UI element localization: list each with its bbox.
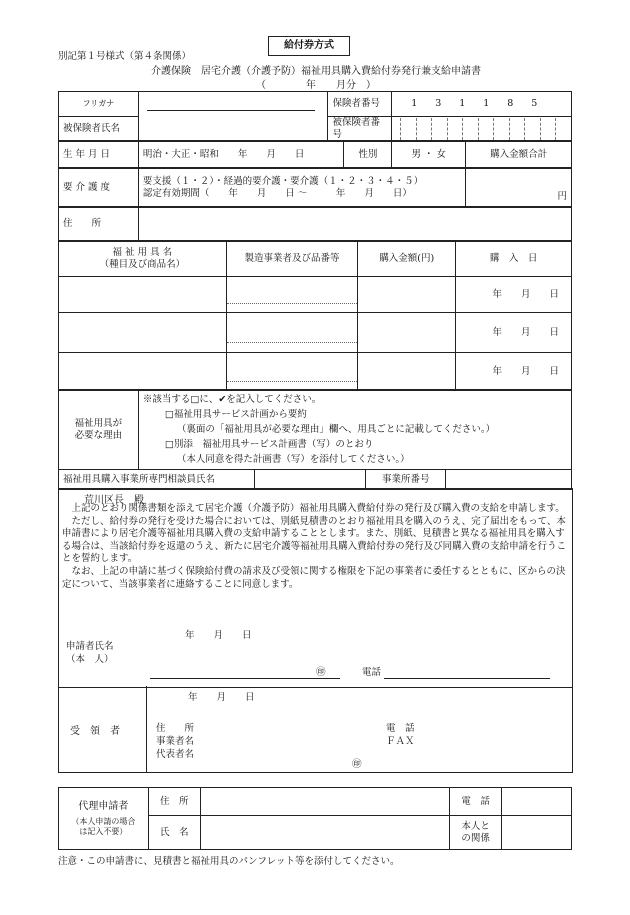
insured-no-label: 被保険者番号: [328, 117, 392, 142]
address-row: [58, 206, 572, 242]
declaration-text: [62, 503, 567, 591]
applicant-table: [58, 91, 572, 142]
declaration-p3: なお、上記の申請に基づく保険給付費の請求及び受領に関する権限を下記の事業者に委任するとともに、区からの決定について、当該事業者に連絡することに同意します。: [62, 565, 566, 590]
care-field[interactable]: [138, 168, 465, 208]
reason-field: [138, 390, 571, 470]
office-no-label: 事業所番号: [366, 470, 446, 490]
receiver-date: 年 月 日: [188, 692, 255, 703]
valid-period: 認定有効期間（ 年 月 日 〜 年 月 日）: [142, 187, 412, 199]
declaration-date: 年 月 日: [185, 630, 252, 641]
furigana-field[interactable]: [138, 92, 328, 117]
item-name-field[interactable]: [59, 353, 227, 391]
agent-address-field[interactable]: [200, 788, 449, 816]
item-date-field[interactable]: 年 月 日: [456, 313, 572, 353]
care-label: 要 介 護 度: [59, 168, 139, 208]
agent-phone-field[interactable]: [502, 788, 572, 816]
item-price-field[interactable]: [358, 353, 456, 391]
receiver-fields: [156, 722, 194, 761]
agent-label-cell: [59, 788, 149, 850]
items-col-date: 購 入 日: [456, 241, 572, 277]
care-levels: 要支援（１・２）・経過的要介護・要介護（１・２・３・４・５）: [142, 175, 424, 187]
form-title: 介護保険 居宅介護（介護予防）福祉用具購入費給付券発行兼支給申請書: [151, 66, 481, 77]
insured-no-field[interactable]: [392, 117, 572, 142]
footer-note: 注意・この申請書に、見積書と福祉用具のパンフレット等を添付してください。: [58, 856, 400, 867]
items-table: [58, 240, 572, 391]
item-price-field[interactable]: [358, 313, 456, 353]
agent-phone-label: 電 話: [450, 788, 502, 816]
care-row: [58, 167, 572, 208]
birth-label: 生 年 月 日: [59, 141, 139, 169]
reason-table: [58, 389, 572, 470]
consultant-label: 福祉用具購入事業所専門相談員氏名: [59, 470, 255, 490]
agent-name-label: 氏 名: [148, 816, 200, 850]
items-col-maker: 製造事業者及び品番等: [226, 241, 358, 277]
insurer-no-label: 保険者番号: [328, 92, 392, 117]
item-price-field[interactable]: [358, 277, 456, 313]
agent-note: （本人申請の場合 は記入不要）: [71, 816, 136, 836]
consultant-field[interactable]: [254, 470, 366, 490]
declaration-p1: 上記のとおり関係書類を添えて居宅介護（介護予防）福祉用具購入費給付券の発行及び購入費の支給を申請します。: [62, 503, 565, 514]
reason-option-attach-note: （本人同意を得た計画書（写）を添付してください。）: [176, 454, 410, 465]
item-maker-field[interactable]: [226, 277, 358, 313]
table-row: [59, 277, 572, 313]
birth-row: [58, 140, 572, 169]
birth-field[interactable]: 明治・大正・昭和 年 月 日: [138, 141, 344, 169]
receiver-seal-icon: ㊞: [352, 759, 362, 770]
receiver-label: 受 領 者: [70, 726, 120, 737]
agent-table: [58, 787, 572, 850]
agent-relation-field[interactable]: [502, 816, 572, 850]
applicant-label: 申請者氏名 （本 人）: [66, 641, 114, 665]
reason-label: 福祉用具が 必要な理由: [59, 390, 139, 470]
receiver-business-label: 事業者名: [156, 736, 195, 747]
address-label: 住 所: [59, 207, 139, 242]
sex-field[interactable]: 男 ・ 女: [392, 141, 466, 169]
table-row: [59, 353, 572, 391]
applicant-seal-icon: ㊞: [316, 667, 326, 678]
reason-option-plan-note: （裏面の「福祉用具が必要な理由」欄へ、用具ごとに記載してください。）: [176, 424, 496, 435]
items-col-price: 購入金額(円): [358, 241, 456, 277]
agent-address-label: 住 所: [148, 788, 200, 816]
consultant-row: [58, 469, 572, 490]
receiver-address-label: 住 所: [156, 723, 195, 734]
total-amount-field[interactable]: 円: [466, 168, 572, 208]
sex-label: 性別: [344, 141, 392, 169]
badge: 給付券方式: [268, 36, 350, 56]
reason-option-plan[interactable]: □福祉用具サービス計画から要約: [164, 409, 307, 420]
insurer-no-value: 1 3 1 1 8 5: [392, 92, 572, 117]
office-no-field[interactable]: [446, 470, 572, 490]
item-date-field[interactable]: 年 月 日: [456, 353, 572, 391]
table-row: [59, 313, 572, 353]
applicant-phone-label: 電話: [362, 667, 382, 678]
items-col-name: 福 祉 用 具 名 （種目及び商品名）: [59, 241, 227, 277]
form-period: （ 年 月分 ）: [256, 80, 376, 91]
total-label: 購入金額合計: [466, 141, 572, 169]
receiver-rep-label: 代表者名: [156, 749, 195, 760]
insured-name-field[interactable]: [138, 117, 328, 142]
insured-name-label: 被保険者氏名: [59, 117, 139, 142]
address-field[interactable]: [138, 207, 571, 242]
agent-relation-label: 本人と の関係: [450, 816, 502, 850]
item-date-field[interactable]: 年 月 日: [456, 277, 572, 313]
reason-option-attach[interactable]: □別添 福祉用具サービス計画書（写）のとおり: [164, 439, 374, 450]
form-number: 別記第１号様式（第４条関係）: [58, 51, 192, 62]
addressee: 荒川区長 殿: [84, 495, 144, 506]
agent-label: 代理申請者: [78, 800, 129, 812]
declaration-p2: ただし、給付券の発行を受けた場合においては、別紙見積書のとおり福祉用具を購入のうえ、完了届出をもって、本申請書により居宅介護等福祉用具購入費の支給申請することとします。また、別紙、見積書と異なる福祉用具を購入する場合は、当該給付券を返還のうえ、新たに居宅介護等福祉用具購入費給付券の発行及び同購入費の支給申請を行うことを誓約します。: [62, 515, 567, 565]
item-name-field[interactable]: [59, 313, 227, 353]
item-maker-field[interactable]: [226, 313, 358, 353]
agent-name-field[interactable]: [200, 816, 449, 850]
receiver-box: [58, 686, 573, 773]
reason-instruction: ※該当する□に、✔を記入してください。: [142, 394, 322, 405]
item-maker-field[interactable]: [226, 353, 358, 391]
furigana-label: フリガナ: [59, 92, 139, 117]
receiver-phone-label: 電 話 ＦＡＸ: [386, 723, 415, 747]
item-name-field[interactable]: [59, 277, 227, 313]
